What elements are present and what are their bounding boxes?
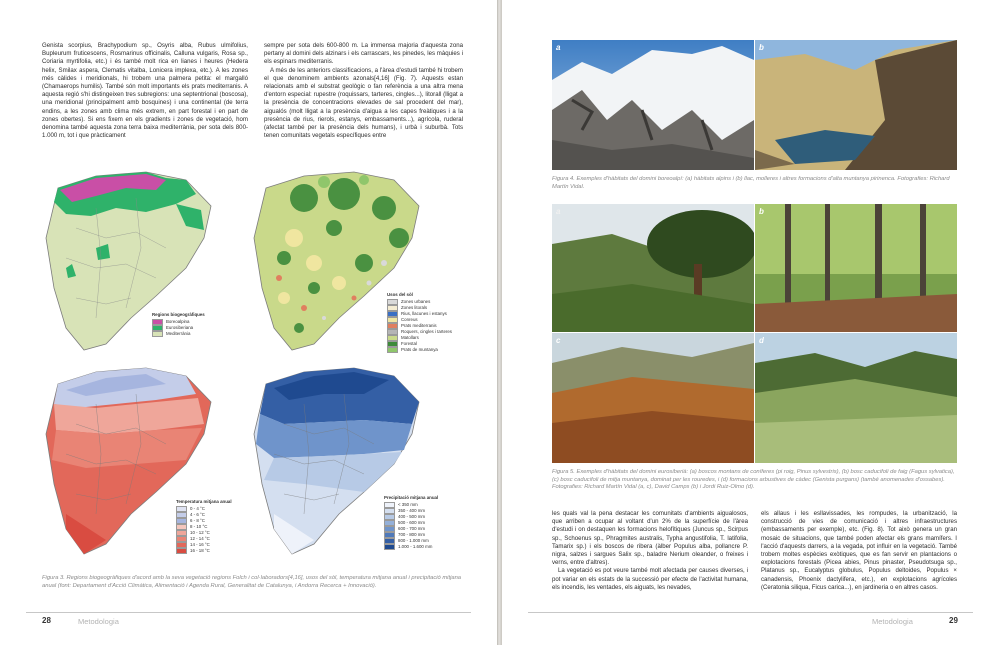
legend-label: 500 - 600 mm: [398, 519, 426, 525]
legend-item: [384, 544, 438, 550]
photo-label: c: [556, 336, 561, 345]
page-number: 28: [42, 616, 51, 625]
left-text-column-2: [264, 42, 463, 140]
legend-label: 16 - 18 °C: [190, 547, 210, 553]
legend-label: 0 - 4 °C: [190, 505, 205, 511]
legend-label: < 350 mm: [398, 501, 418, 507]
legend-label: 14 - 16 °C: [190, 541, 210, 547]
legend-item: [152, 331, 205, 337]
photo-label: b: [759, 43, 764, 52]
paragraph: els allaus i les esllavissades, les rompudes, la urbanització, la construcció de vies de comunicació i altres infraestructures (embassaments per exemple), etc. (Fig. 8). Tot això genera un gran mosaic de situacions, que també poden afectar els grans mamífers. I l'acció d'aquests darrers, a la vegada, pot influir en la vegetació. També trobem moltes espècies exòtiques, que es fan servir en plantacions o explotacions forestals (Picea abies, Pinus pinaster, Pseudotsuga sp., Platanus sp., Eucalyptus globulus, Populus deltoides, Populus × canadensis, Phoenix dactylifera, etc.), en explotacions agrícoles (Ceratonia siliqua, Ficus carica...), en jardineria o en altres casos.: [761, 510, 957, 591]
legend-label: Zones litorals: [401, 304, 428, 310]
photo-conifer-forest-image: [552, 204, 754, 332]
right-text-column-1: [552, 510, 748, 592]
photo-label: b: [759, 207, 764, 216]
footer-rule: [26, 612, 471, 613]
photo-label: a: [556, 207, 561, 216]
legend-annual-temperature: [176, 499, 232, 554]
legend-label: 4 - 6 °C: [190, 511, 205, 517]
legend-label: Conreus: [401, 316, 418, 322]
legend-title: Regions biogeogràfiques: [152, 312, 205, 317]
photo-shrubland: [755, 333, 957, 463]
legend-label: 1.000 - 1.600 mm: [398, 543, 433, 549]
legend-label: 600 - 700 mm: [398, 525, 426, 531]
photo-beech-forest: [755, 204, 957, 332]
running-section: Metodologia: [78, 617, 119, 626]
legend-title: Usos del sòl: [387, 292, 413, 297]
legend-title: Precipitació mitjana anual: [384, 495, 439, 500]
legend-label: 350 - 400 mm: [398, 507, 426, 513]
legend-swatch: [152, 331, 163, 337]
legend-label: Prats mediterranis: [401, 322, 437, 328]
legend-label: 6 - 8 °C: [190, 517, 205, 523]
legend-label: Forestal: [401, 340, 417, 346]
photo-label: d: [759, 336, 764, 345]
paragraph: A més de les anteriors classificacions, a l'àrea d'estudi també hi trobem el que denominem ambients azonals[4,16] (Fig. 7). Aquests estan relacionats amb el substrat geològic o fan referència a una altra mena d'entorn especial: rupestre (roquissars, tarteres, cingles...), litorall (lligat a la presència de concentracions elevades de sal procedent del mar), aigualós (molt lligat a la presència d'aigua a les capes freàtiques i a la presència de rius, rierols, estanys, embassaments...), agrícola, ruderal (afectat també per la presència dels humans), i urbà i suburbà. Tots tenen comunitats vegetals específiques entre: [264, 66, 463, 140]
legend-label: Boreoalpina: [166, 318, 190, 324]
legend-swatch: [384, 544, 395, 550]
legend-label: Roquers, cingles i tarteres: [401, 328, 453, 334]
legend-biogeographic-regions: [152, 312, 205, 337]
legend-label: 12 - 14 °C: [190, 535, 210, 541]
legend-label: Matollars: [401, 334, 419, 340]
legend-label: Mediterrània: [166, 330, 191, 336]
legend-label: Zones urbanes: [401, 298, 431, 304]
paragraph: les quals val la pena destacar les comunitats d'ambients aigualosos, que arriben a ocupar al voltant d'un 2% de la superfície de l'àrea d'estudi i on destaquen les formacions helofítiques (Juncus sp., Scirpus sp., Schoenus sp., Phragmites australis, Typha angustifolia, T. latifolia, Tamarix sp.) i els boscos de ribera (àlber Populus alba, pollancre P. nigra, salzes i sargues Salix sp., baladre Nerium oleander, o freixes i verns, entre d'altres).: [552, 510, 748, 567]
figure-4-caption: Figura 4. Exemples d'hàbitats del domini boreoalpí: (a) hàbitats alpins i (b) llac, molleres i altres formacions d'alta muntanya pirinenca. Fotografies: Richard Martín Vidal.: [552, 176, 950, 190]
legend-land-use: [387, 292, 452, 353]
photo-conifer-forest: [552, 204, 754, 332]
left-page: [0, 0, 497, 645]
legend-title: Temperatura mitjana anual: [176, 499, 232, 504]
photo-alpine-habitats: [552, 40, 754, 170]
paragraph: sempre per sota dels 600-800 m. La immensa majoria d'aquesta zona pertany al domini dels alzinars i els carrascars, les pinedes, les màquies i els espinars mediterranis.: [264, 42, 463, 66]
running-section: Metodologia: [872, 617, 913, 626]
photo-beech-forest-image: [755, 204, 957, 332]
right-page: [502, 0, 999, 645]
photo-shrubland-image: [755, 333, 957, 463]
legend-label: 700 - 800 mm: [398, 531, 426, 537]
paragraph: La vegetació es pot veure també molt afectada per causes diverses, i pot variar en els estats de la successió per efecte de l'activitat humana, els incendis, les ventades, els aiguats, les nevades,: [552, 567, 748, 591]
photo-label: a: [556, 43, 561, 52]
legend-item: [387, 347, 452, 353]
legend-label: Prats de muntanya: [401, 346, 438, 352]
left-text-column-1: [42, 42, 248, 140]
legend-swatch: [387, 347, 398, 353]
legend-label: Rius, llacunes i estanys: [401, 310, 447, 316]
legend-label: 8 - 10 °C: [190, 523, 208, 529]
photo-oak-forest-image: [552, 333, 754, 463]
paragraph: Genista scorpius, Brachypodium sp., Osyris alba, Rubus ulmifolius, Bupleurum fruticescens, Rosmarinus officinalis, Calluna vulgaris, Rosa sp., Coriaria myrtifolia, etc.) i és també molt rica en lianes i heures (Hedera helix, Smilax aspera, Clematis vitalba, Lonicera implexa, etc.). A les zones més càlides i meridionals, hi trobem una palmera petita: el margalló (Chamaerops humilis). També són molt importants els prats mediterranis. A aquesta regió s'hi distingeixen tres subregions: una septentrional (boscosa), una meridional (principalment amb bosquines) i una continental (de terra endins, a les zones amb clima més extrem, en part forestal i en part de zones obertes). Si ens fixem en els gradients i zones de vegetació, hom denomina també aquesta zona terra baixa mediterrània, per sota dels 800-1.000 m, tot i que pràcticament: [42, 42, 248, 140]
legend-annual-precipitation: [384, 495, 438, 550]
legend-label: 400 - 500 mm: [398, 513, 426, 519]
map-biogeographic-regions: [36, 168, 246, 358]
photo-alpine-lake: [755, 40, 957, 170]
page-number: 29: [949, 616, 958, 625]
legend-item: [176, 548, 232, 554]
figure-3-caption: Figura 3. Regions biogeogràfiques d'acord amb la seva vegetació regions Folch i col·laboradors[4,16], usos del sòl, temperatura mitjana anual i precipitació mitjana anual (font: Departament d'Acció Climàtica, Alimentació i Agenda Rural, Generalitat de Catalunya, i Andorra Recerca + Innovació).: [42, 575, 462, 589]
photo-alpine-lake-image: [755, 40, 957, 170]
right-text-column-2: [761, 510, 957, 592]
footer-rule: [528, 612, 973, 613]
legend-label: 10 - 12 °C: [190, 529, 210, 535]
legend-label: Eurosiberiana: [166, 324, 194, 330]
figure-5-caption: Figura 5. Exemples d'hàbitats del domini eurosiberià: (a) boscos montans de coníferes (pi roig, Pinus sylvestris), (b) bosc caducifoli de faig (Fagus sylvatica), (c) bosc caducifoli de mitja muntanya, dominat per les rouredes, i (d) formacions arbustives de càdec (Genista purgans) (també anomenades d'ossabes). Fotografies: Richard Martín Vidal (a, c), David Camps (b) i Jordi Ruiz-Olmo (d).: [552, 469, 955, 491]
legend-swatch: [176, 548, 187, 554]
photo-alpine-habitats-image: [552, 40, 754, 170]
legend-label: 800 - 1.000 mm: [398, 537, 429, 543]
photo-oak-forest: [552, 333, 754, 463]
